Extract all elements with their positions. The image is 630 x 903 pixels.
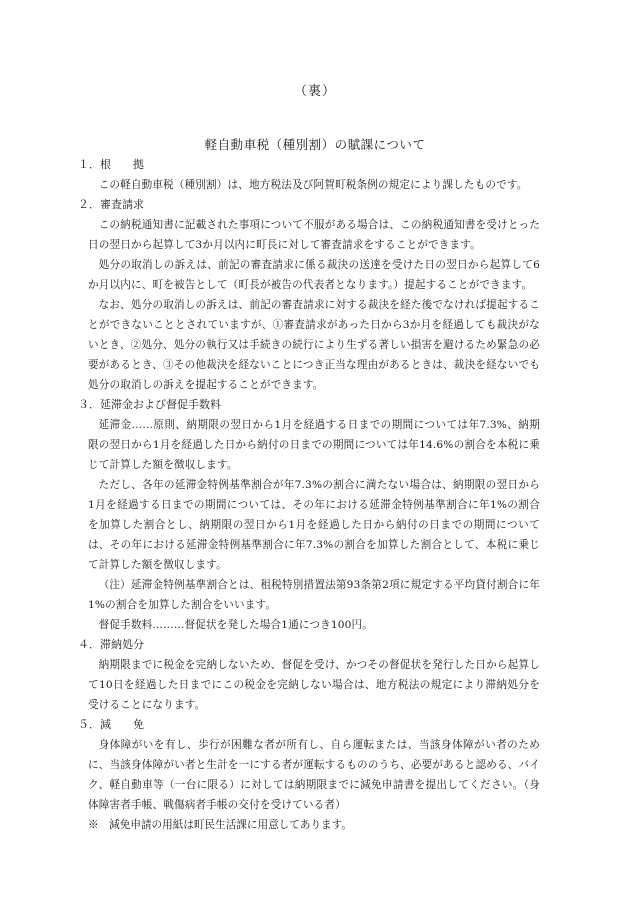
paragraph: 身体障がいを有し、歩行が困難な者が所有し、自ら運転または、当該身体障がい者のために、当該身体障がい者と生計を一にする者が運転するもののうち、必要があると認める、バイク、軽自動車等（一台に限る）に対しては納期限までに減免申請書を提出してください。（身体障害者手帳、戦傷病者手帳の交付を受けている者）: [88, 739, 540, 811]
section-number: ３．: [78, 398, 100, 411]
section-number: ２．: [78, 198, 100, 211]
paragraph: 督促手数料………督促状を発した場合1通につき100円。: [98, 619, 374, 631]
paragraph: 処分の取消しの訴えは、前記の審査請求に係る裁決の送達を受けた日の翌日から起算して6か月以内に、町を被告として（町長が被告の代表者となります。）提起することができます。: [88, 259, 540, 291]
paragraph: この軽自動車税（種別割）は、地方税法及び阿賀町税条例の規定により課したものです。: [98, 179, 528, 191]
section-heading-delinquency: [78, 635, 540, 655]
section-number: １．: [78, 158, 100, 171]
paragraph: 納期限までに税金を完納しないため、督促を受け、かつその督促状を発行した日から起算して10日を経過した日までにこの税金を完納しない場合は、地方税法の規定により滞納処分を受けることになります。: [88, 659, 540, 711]
document-title: 軽自動車税（種別割）の賦課について: [204, 137, 426, 152]
section-title: 根 拠: [100, 158, 144, 171]
document-body: [78, 155, 540, 835]
section-title: 審査請求: [100, 198, 144, 211]
section-heading-late-fees: [78, 395, 540, 415]
section-title: 減 免: [100, 718, 144, 731]
paragraph: この納税通知書に記載された事項について不服がある場合は、この納税通知書を受けとった日の翌日から起算して3か月以内に町長に対して審査請求をすることができます。: [88, 219, 540, 251]
section-heading-basis: [78, 155, 540, 175]
paragraph: ただし、各年の延滞金特例基準割合が年7.3%の割合に満たない場合は、納期限の翌日から1月を経過する日までの期間については、その年における延滞金特例基準割合に年1%の割合を加算した割合とし、納期限の翌日から1月を経過した日から納付の日までの期間については、その年における延滞金特例基準割合に年7.3%の割合を加算した割合として、本税に乗じて計算した額を徴収します。: [88, 479, 540, 571]
section-title: 延滞金および督促手数料: [100, 398, 221, 411]
back-side-label: （裏）: [293, 84, 336, 99]
section-title: 滞納処分: [100, 638, 144, 651]
paragraph: 延滞金……原則、納期限の翌日から1月を経過する日までの期間については年7.3%、納期限の翌日から1月を経過した日から納付の日までの期間については年14.6%の割合を本税に乗じて計算した額を徴収します。: [88, 419, 540, 471]
paragraph: （注）延滞金特例基準割合とは、租税特別措置法第93条第2項に規定する平均貸付割合に年1%の割合を加算した割合をいいます。: [88, 579, 540, 611]
section-heading-exemption: [78, 715, 540, 735]
footnote: ※ 減免申請の用紙は町民生活課に用意してあります。: [88, 819, 352, 831]
section-number: ４．: [78, 638, 100, 651]
section-number: ５．: [78, 718, 100, 731]
section-heading-appeal: [78, 195, 540, 215]
paragraph: なお、処分の取消しの訴えは、前記の審査請求に対する裁決を経た後でなければ提起することができないこととされていますが、①審査請求があった日から3か月を経過しても裁決がないとき、②処分、処分の執行又は手続きの続行により生ずる著しい損害を避けるため緊急の必要があるとき、③その他裁決を経ないことにつき正当な理由があるときは、裁決を経ないでも処分の取消しの訴えを提起することができます。: [88, 299, 540, 391]
